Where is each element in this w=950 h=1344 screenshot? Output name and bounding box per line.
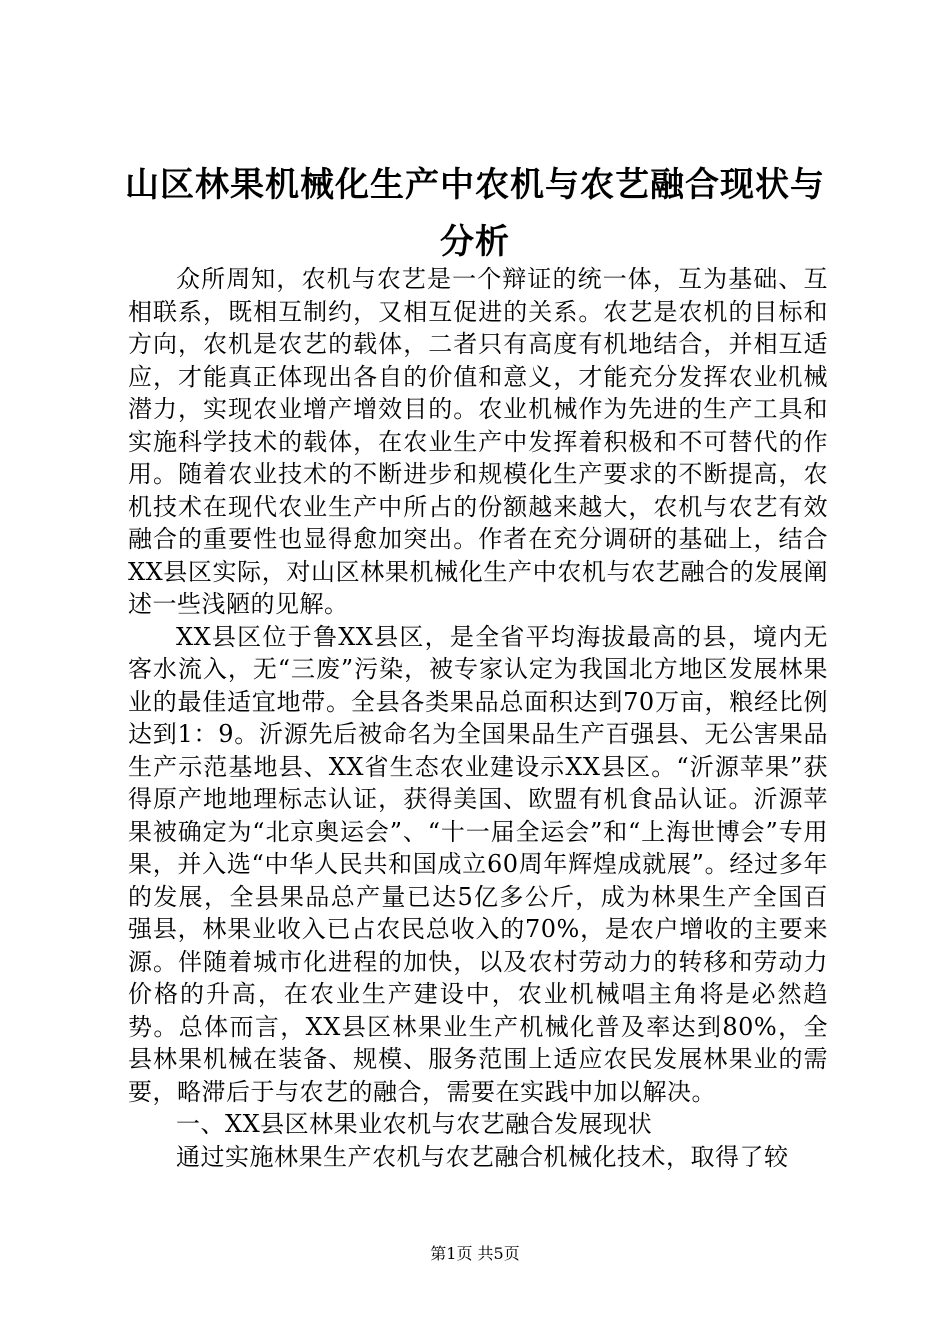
paragraph-section-start: 通过实施林果生产农机与农艺融合机械化技术，取得了较 — [176, 1142, 789, 1171]
document-title-line-2: 分析 — [440, 222, 510, 262]
document-body — [128, 263, 828, 1173]
document-title-line-1: 山区林果机械化生产中农机与农艺融合现状与 — [125, 165, 825, 205]
paragraph-intro: 众所周知，农机与农艺是一个辩证的统一体，互为基础、互相联系，既相互制约，又相互促进的关系。农艺是农机的目标和方向，农机是农艺的载体，二者只有高度有机地结合，并相互适应，才能真正体现出各自的价值和意义，才能充分发挥农业机械潜力，实现农业增产增效目的。农业机械作为先进的生产工具和实施科学技术的载体，在农业生产中发挥着积极和不可替代的作用。随着农业技术的不断进步和规模化生产要求的不断提高，农机技术在现代农业生产中所占的份额越来越大，农机与农艺有效融合的重要性也显得愈加突出。作者在充分调研的基础上，结合XX县区实际，对山区林果机械化生产中农机与农艺融合的发展阐述一些浅陋的见解。 — [128, 265, 828, 618]
paragraph-county-overview: XX县区位于鲁XX县区，是全省平均海拔最高的县，境内无客水流入，无“三废”污染，被专家认定为我国北方地区发展林果业的最佳适宜地带。全县各类果品总面积达到70万亩，粮经比例达到1：9。沂源先后被命名为全国果品生产百强县、无公害果品生产示范基地县、XX省生态农业建设示XX县区。“沂源苹果”获得原产地地理标志认证，获得美国、欧盟有机食品认证。沂源苹果被确定为“北京奥运会”、“十一届全运会”和“上海世博会”专用果，并入选“中华人民共和国成立60周年辉煌成就展”。经过多年的发展，全县果品总产量已达5亿多公斤，成为林果生产全国百强县，林果业收入已占农民总收入的70%，是农户增收的主要来源。伴随着城市化进程的加快，以及农村劳动力的转移和劳动力价格的升高，在农业生产建设中，农业机械唱主角将是必然趋势。总体而言，XX县区林果业生产机械化普及率达到80%，全县林果机械在装备、规模、服务范围上适应农民发展林果业的需要，略滞后于与农艺的融合，需要在实践中加以解决。 — [128, 622, 828, 1106]
page-footer: 第1页 共5页 — [430, 1244, 520, 1263]
section-heading: 一、XX县区林果业农机与农艺融合发展现状 — [176, 1110, 653, 1138]
